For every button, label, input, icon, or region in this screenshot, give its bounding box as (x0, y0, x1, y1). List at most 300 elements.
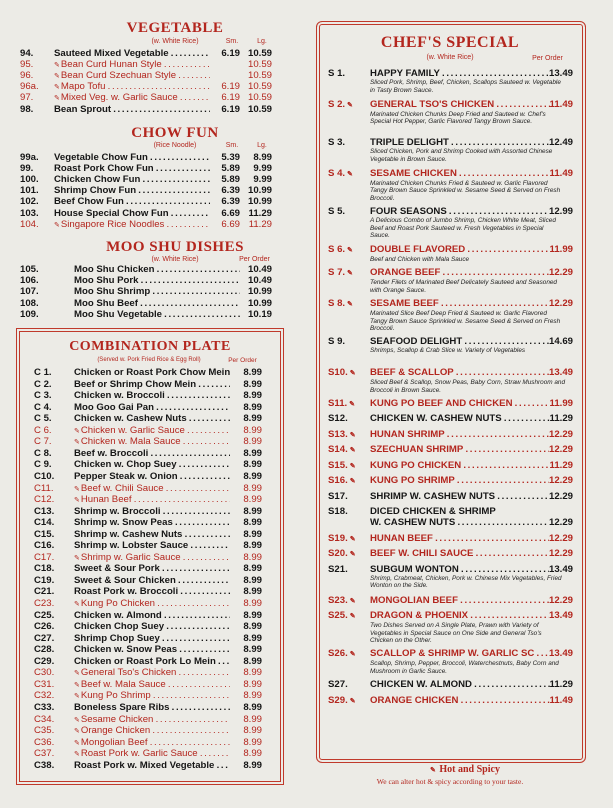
menu-item (34, 379, 262, 390)
price: 8.99 (243, 690, 262, 702)
chili-pepper-icon: ✎ (74, 439, 80, 447)
chili-pepper-icon: ✎ (74, 751, 80, 759)
chef-special-item (328, 491, 573, 502)
item-number: 109. (20, 308, 39, 320)
chef-special-item (328, 695, 573, 707)
menu-item (34, 529, 262, 540)
price: 8.99 (243, 713, 262, 725)
price: 8.99 (243, 725, 262, 737)
menu-item (34, 540, 262, 551)
chili-pepper-icon: ✎ (54, 95, 60, 103)
combination-title: COMBINATION PLATE (69, 339, 231, 354)
chili-pepper-icon: ✎ (54, 73, 60, 81)
item-description: Marinated Chicken Chunks Fried & Sauteed w. Garlic Flavored Tangy Brown Sauce Sprinkled w. Sesame Seed & Served on Fresh Broccoli. (370, 179, 561, 202)
price: 8.99 (243, 759, 262, 771)
item-number: S21. (328, 563, 348, 575)
item-number: C25. (34, 609, 55, 621)
price: 12.29 (548, 548, 573, 560)
item-header (328, 491, 573, 502)
chili-pepper-icon: ✎ (347, 431, 356, 439)
item-number: S11. ✎ (328, 397, 356, 409)
chili-pepper-icon: ✎ (54, 84, 60, 92)
chili-pepper-icon: ✎ (74, 670, 80, 678)
chef-special-item (328, 168, 573, 203)
price: 13.49 (548, 367, 573, 379)
menu-item (34, 517, 262, 528)
price: 8.99 (243, 598, 262, 609)
price: 8.99 (243, 401, 262, 413)
item-name: Beef w. Broccoli . . . (74, 448, 230, 459)
item-number: S29. ✎ (328, 694, 356, 706)
item-number: C38. (34, 759, 55, 771)
menu-item (20, 48, 272, 59)
item-name: Shrimp Chop Suey . . . (74, 633, 230, 644)
price-small: 6.19 (221, 48, 240, 59)
item-description: Marinated Chicken Chunks Deep Fried and Sauteed w. Chef's Special Hot Pepper, Garlic Flavored Tangy Brown Sauce. (370, 110, 546, 126)
item-header (328, 244, 573, 256)
item-name: GENERAL TSO'S CHICKEN . . . (370, 99, 550, 111)
item-description: Scallop, Shrimp, Pepper, Broccoli, Waterchestnuts, Baby Corn and Mushroom in Garlic Sauce. (370, 660, 559, 675)
item-name: Boneless Spare Ribs . . . (74, 702, 230, 713)
price: 10.49 (247, 275, 272, 287)
item-number: C13. (34, 505, 55, 517)
chili-pepper-icon: ✎ (74, 427, 80, 435)
price: 8.99 (243, 413, 262, 425)
chowfun-sub: (Rice Noodle) (153, 142, 197, 149)
item-name: SHRIMP W. CASHEW NUTS . . . (370, 491, 549, 502)
item-name: BEEF W. CHILI SAUCE . . . (370, 548, 549, 560)
chili-pepper-icon: ✎ (345, 301, 353, 309)
item-number: S14. ✎ (328, 444, 356, 456)
chili-pepper-icon: ✎ (345, 247, 353, 255)
item-name: Roast Pork w. Mixed Vegetable . . . (74, 760, 230, 771)
item-number: 99. (20, 163, 34, 175)
price: 8.99 (243, 644, 262, 656)
item-number: C27. (34, 632, 55, 644)
chefs-special-sub: (w. White Rice) (426, 54, 474, 61)
item-number: C30. (34, 667, 55, 679)
price: 8.99 (243, 470, 262, 482)
price: 10.99 (247, 286, 272, 298)
price: 8.99 (243, 667, 262, 679)
item-name: HAPPY FAMILY . . . (370, 68, 549, 79)
chili-pepper-icon: ✎ (74, 681, 80, 689)
item-header (328, 137, 573, 148)
item-name: Singapore Rice Noodles . . . (61, 219, 210, 230)
menu-item (20, 298, 272, 309)
mooshu-col: Per Order (239, 256, 270, 263)
item-name: Kung Po Shrimp . . . (81, 690, 230, 701)
menu-item (34, 610, 262, 621)
item-header (328, 99, 573, 111)
price-small: 6.19 (221, 92, 240, 104)
item-description: Shrimp, Crabmeat, Chicken, Pork w. Chinese Mix Vegetables, Fried Wonton on the Side. (370, 574, 562, 590)
price: 8.99 (243, 632, 262, 644)
chef-special-item (328, 506, 573, 528)
chili-pepper-icon: ✎ (74, 716, 80, 724)
menu-item (34, 760, 262, 771)
item-name: SCALLOP & SHRIMP W. GARLIC SC . . . (370, 648, 549, 660)
item-name: Moo Shu Beef . . . (74, 298, 240, 309)
item-number: S19. ✎ (328, 532, 356, 544)
item-name: SESAME BEEF . . . (370, 298, 549, 310)
item-name: Roast Pork Chow Fun . . . (54, 163, 210, 174)
price-large: 10.59 (247, 48, 272, 59)
chef-special-item (328, 610, 573, 645)
price: 8.99 (243, 494, 262, 506)
item-name: Chicken Chow Fun . . . (54, 174, 210, 185)
item-name: Chicken w. Broccoli . . . (74, 390, 230, 401)
price: 12.99 (548, 206, 573, 217)
chef-special-item (328, 548, 573, 560)
chowfun-col-lg: Lg. (257, 142, 267, 149)
price: 12.29 (548, 594, 573, 606)
price: 8.99 (243, 367, 262, 378)
price-small: 6.19 (221, 81, 240, 93)
menu-item (34, 459, 262, 470)
item-header (328, 564, 573, 575)
item-name: FOUR SEASONS . . . (370, 206, 549, 217)
item-number: S 1. (328, 68, 346, 79)
item-name: Roast Pork w. Broccoli . . . (74, 586, 230, 597)
item-number: 101. (20, 185, 39, 197)
price: 8.99 (243, 574, 262, 586)
item-number: C17. (34, 551, 55, 563)
price-small: 6.69 (221, 218, 240, 230)
price: 8.99 (243, 378, 262, 390)
menu-item (34, 702, 262, 713)
price: 11.49 (549, 98, 573, 110)
chili-pepper-icon: ✎ (347, 613, 356, 620)
menu-item (34, 586, 262, 597)
item-name: TRIPLE DELIGHT . . . (370, 137, 549, 148)
chef-special-item (328, 398, 573, 410)
chef-special-item (328, 244, 573, 264)
price: 8.99 (243, 748, 262, 760)
price: 8.99 (243, 609, 262, 621)
item-name: Shrimp w. Cashew Nuts . . . (74, 529, 230, 540)
item-number: C 7. (34, 436, 52, 448)
price: 8.99 (243, 505, 262, 517)
item-name: Beef w. Chili Sauce . . . (81, 483, 230, 494)
vegetable-col-lg: Lg. (257, 38, 267, 45)
vegetable-title: VEGETABLE (126, 20, 224, 36)
price: 11.29 (549, 679, 573, 690)
chef-special-item (328, 444, 573, 456)
menu-item (20, 104, 272, 115)
menu-item (34, 367, 262, 378)
item-name: Moo Shu Pork . . . (74, 275, 240, 286)
chef-special-item (328, 460, 573, 472)
item-name: Shrimp w. Lobster Sauce . . . (74, 540, 230, 551)
chili-pepper-icon: ✎ (54, 221, 60, 229)
item-description: Beef and Chicken with Mala Sauce (370, 256, 470, 264)
price: 10.49 (247, 264, 272, 275)
item-name: Beef w. Mala Sauce . . . (81, 679, 230, 690)
item-description: Sliced Pork, Shrimp, Beef, Chicken, Scallops Sauteed w. Vegetable in Tasty Brown Sauce. (370, 79, 561, 94)
chili-pepper-icon: ✎ (74, 485, 80, 493)
item-name: Sauteed Mixed Vegetable . . . (54, 48, 210, 59)
price: 12.29 (548, 517, 573, 529)
price: 8.99 (243, 424, 262, 436)
price-small: 6.39 (221, 185, 240, 197)
chef-special-item (328, 564, 573, 590)
item-number: 97. (20, 92, 34, 104)
price: 8.99 (243, 586, 262, 598)
item-name: General Tso's Chicken . . . (81, 667, 230, 678)
menu-item (34, 552, 262, 564)
item-name: Shrimp w. Snow Peas . . . (74, 517, 230, 528)
menu-item (34, 563, 262, 574)
menu-item (20, 309, 272, 320)
chef-special-item (328, 99, 573, 126)
footer-note: We can alter hot & spicy according to your taste. (376, 777, 524, 786)
price: 8.99 (243, 736, 262, 748)
item-name: Roast Pork w. Garlic Sauce . . . (81, 748, 230, 759)
item-number: C15. (34, 528, 55, 540)
chili-pepper-icon: ✎ (347, 478, 356, 486)
item-number: C 3. (34, 390, 52, 402)
item-description: Sliced Chicken, Pork and Shrimp Cooked with Assorted Chinese Vegetable in Brown Sauce. (370, 148, 553, 163)
item-number: 94. (20, 48, 34, 59)
item-number: S12. (328, 413, 348, 425)
item-number: C12. (34, 494, 55, 506)
hot-spicy-label: Hot and Spicy (439, 764, 500, 775)
item-number: C18. (34, 563, 55, 575)
item-name: Chicken w. Mala Sauce . . . (81, 436, 230, 447)
price: 8.99 (243, 678, 262, 690)
item-name: Orange Chicken . . . (81, 725, 230, 736)
item-name: HUNAN BEEF . . . (370, 533, 549, 545)
item-number: 106. (20, 275, 39, 287)
item-number: S16. ✎ (328, 475, 356, 487)
menu-item (34, 483, 262, 495)
vegetable-col-sm: Sm. (225, 38, 239, 45)
chefs-special-col: Per Order (532, 55, 563, 62)
combination-sub: (Served w. Pork Fried Rice & Egg Roll) (97, 357, 201, 363)
item-name: Kung Po Chicken . . . (81, 598, 230, 609)
item-number: C29. (34, 655, 55, 667)
chowfun-col-sm: Sm. (225, 142, 239, 149)
price: 13.49 (548, 68, 573, 79)
menu-item (34, 621, 262, 632)
item-number: S10. ✎ (328, 367, 356, 379)
chili-pepper-icon: ✎ (347, 447, 356, 455)
chef-special-item (328, 336, 573, 355)
item-number: 96. (20, 70, 34, 82)
item-header (328, 695, 573, 707)
item-name: Chicken Chop Suey . . . (74, 621, 230, 632)
menu-item (34, 436, 262, 448)
item-name: Beef Chow Fun . . . (54, 196, 210, 207)
item-number: C 4. (34, 401, 52, 413)
item-header (328, 298, 573, 310)
item-number: 105. (20, 264, 39, 275)
item-number: C11. (34, 482, 54, 494)
item-header (328, 460, 573, 472)
item-name: Chicken w. Almond . . . (74, 610, 230, 621)
item-header (328, 533, 573, 545)
price: 8.99 (243, 482, 262, 494)
chef-special-item (328, 679, 573, 690)
item-number: S 9. (328, 336, 346, 348)
price-large: 10.59 (247, 81, 272, 93)
combination-col: Per Order (228, 357, 257, 364)
chefs-special-title: CHEF'S SPECIAL (380, 34, 520, 51)
item-name: Chicken or Roast Pork Lo Mein . . . (74, 656, 230, 667)
price: 13.49 (548, 648, 573, 660)
chowfun-title: CHOW FUN (131, 125, 219, 141)
item-name: Mongolian Beef . . . (81, 737, 230, 748)
price-small: 6.69 (221, 207, 240, 219)
menu-item (34, 667, 262, 679)
item-name: KUNG PO SHRIMP . . . (370, 475, 549, 487)
item-name: Bean Curd Hunan Style . . . (61, 59, 210, 70)
item-name: Moo Shu Shrimp . . . (74, 286, 240, 297)
chef-special-item (328, 475, 573, 487)
menu-item (34, 413, 262, 424)
item-name: Chicken w. Snow Peas . . . (74, 644, 230, 655)
item-number: C35. (34, 725, 55, 737)
item-name: DRAGON & PHOENIX . . . (370, 610, 549, 622)
price: 8.99 (243, 447, 262, 459)
price: 11.29 (549, 459, 573, 471)
item-name: Bean Curd Szechuan Style . . . (61, 70, 210, 81)
item-header (328, 506, 573, 517)
hot-spicy-legend (410, 764, 520, 775)
item-header (328, 444, 573, 456)
price-large: 9.99 (253, 174, 272, 186)
chili-pepper-icon: ✎ (345, 170, 353, 178)
chili-pepper-icon: ✎ (430, 766, 436, 774)
item-number: C21. (34, 586, 55, 598)
item-number: S18. (328, 506, 348, 518)
item-number: S 7. ✎ (328, 267, 353, 279)
price: 12.29 (548, 298, 573, 310)
item-description: Marinated Slice Beef Deep Fried & Sauteed w. Garlic Flavored Tangy Brown Sauce Sprinkled w. Sesame Seed & Served on Fresh Broccoli. (370, 310, 561, 333)
price-small: 5.39 (221, 152, 240, 163)
menu-item (34, 714, 262, 726)
item-number: C28. (34, 644, 55, 656)
price: 8.99 (243, 436, 262, 448)
item-header (328, 336, 573, 347)
item-name: HUNAN SHRIMP . . . (370, 429, 549, 441)
price: 8.99 (243, 551, 262, 563)
chef-special-item (328, 413, 573, 424)
menu-item (34, 656, 262, 667)
item-description: Sliced Beef & Scallop, Snow Peas, Baby Corn, Straw Mushroom and Broccoli in Brown Sauce. (370, 379, 566, 394)
chili-pepper-icon: ✎ (74, 693, 80, 701)
item-number: S13. ✎ (328, 428, 356, 440)
item-name: DICED CHICKEN & SHRIMP (370, 506, 496, 518)
item-name: SUBGUM WONTON . . . (370, 564, 549, 575)
item-header (328, 475, 573, 487)
item-number: C 1. (34, 367, 52, 378)
menu-item (34, 448, 262, 459)
item-number-spacer (328, 517, 370, 528)
price: 12.29 (548, 490, 573, 502)
item-name: Sweet & Sour Chicken . . . (74, 575, 230, 586)
price: 11.99 (549, 397, 573, 409)
chef-special-item (328, 367, 573, 394)
item-description: A Delicious Combo of Jumbo Shrimp, Chicken White Meat, Sliced Beef and Roast Pork Sauteed w. Fresh Vegetables in Special Sauce. (370, 217, 556, 240)
item-header (328, 679, 573, 690)
item-name: Chicken or Roast Pork Chow Mein . . . (74, 367, 230, 378)
price-large: 11.29 (248, 218, 272, 230)
item-description: Tender Filets of Marinated Beef Delicately Sauteed and Seasoned with Orange Sauce. (370, 279, 557, 294)
item-number: C34. (34, 713, 55, 725)
item-number: C14. (34, 517, 55, 529)
menu-item (34, 644, 262, 655)
item-description: Shrimps, Scallop & Crab Slice w. Variety of Vegetables (370, 347, 526, 355)
item-number: C 2. (34, 378, 52, 390)
chef-special-item (328, 648, 573, 675)
price: 8.99 (243, 517, 262, 529)
price: 12.29 (548, 428, 573, 440)
price-small: 6.19 (221, 103, 240, 115)
item-name: Bean Sprout . . . (54, 104, 210, 115)
menu-item (34, 679, 262, 691)
menu-item (20, 196, 272, 207)
price-large: 10.99 (247, 196, 272, 208)
chef-special-item (328, 137, 573, 163)
menu-item (34, 390, 262, 401)
price: 8.99 (243, 390, 262, 402)
price: 8.99 (243, 655, 262, 667)
chef-special-item (328, 267, 573, 294)
item-name: ORANGE BEEF . . . (370, 267, 549, 279)
item-number: C26. (34, 621, 55, 633)
item-name: CHICKEN W. ALMOND . . . (370, 679, 550, 690)
menu-item (20, 163, 272, 174)
menu-item (34, 506, 262, 517)
price: 12.29 (548, 444, 573, 456)
price: 10.19 (247, 308, 272, 320)
item-header (328, 648, 573, 660)
item-header (328, 610, 573, 622)
item-name: SEAFOOD DELIGHT . . . (370, 336, 549, 347)
chef-special-item (328, 595, 573, 607)
chili-pepper-icon: ✎ (74, 739, 80, 747)
item-name: Mixed Veg. w. Garlic Sauce . . . (61, 92, 210, 103)
chef-special-item (328, 533, 573, 545)
price: 11.99 (549, 244, 573, 256)
item-name: SZECHUAN SHRIMP . . . (370, 444, 549, 456)
chili-pepper-icon: ✎ (347, 462, 356, 470)
menu-item (34, 471, 262, 482)
item-name: Mapo Tofu . . . (61, 81, 210, 92)
menu-item (34, 425, 262, 437)
item-name: DOUBLE FLAVORED . . . (370, 244, 550, 256)
price-large: 10.99 (247, 185, 272, 197)
item-number: S27. (328, 679, 348, 690)
menu-item (20, 275, 272, 286)
chef-special-item (328, 206, 573, 240)
item-number: C10. (34, 470, 55, 482)
item-number: 108. (20, 297, 39, 309)
chef-special-item (328, 298, 573, 333)
item-name: MONGOLIAN BEEF . . . (370, 595, 549, 607)
item-name: Moo Goo Gai Pan . . . (74, 402, 230, 413)
menu-item (34, 725, 262, 737)
item-name: Pepper Steak w. Onion . . . (74, 471, 230, 482)
price: 10.99 (247, 297, 272, 309)
menu-item (20, 219, 272, 231)
price-large: 9.99 (253, 163, 272, 175)
item-description: Two Dishes Served on A Single Plate, Prawn with Variety of Vegetables in Special Sauce on One Side and General Tso's Chicken on the Other. (370, 622, 542, 645)
price: 12.49 (548, 137, 573, 148)
item-number: C 5. (34, 413, 52, 425)
